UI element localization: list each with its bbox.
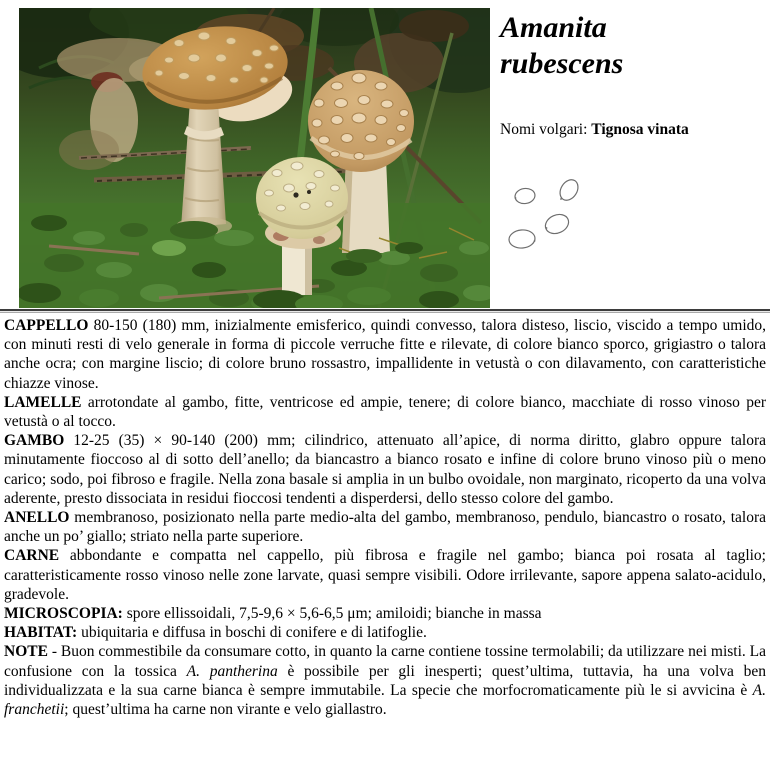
species-name-franchetii: A. franchetii [4, 681, 766, 719]
section-gambo [4, 431, 766, 508]
section-note-text-3: ; quest’ultima ha carne non virante e velo giallastro. [64, 701, 387, 719]
section-lamelle [4, 393, 766, 431]
section-note-label: NOTE [4, 643, 48, 661]
section-gambo-label: GAMBO [4, 432, 65, 450]
section-anello-text: membranoso, posizionato nella parte medio-alta del gambo, membranoso, pendulo, biancastro o rosato, talora anche un po’ giallo; striato nella parte superiore. [4, 509, 766, 546]
section-lamelle-text: arrotondate al gambo, fitte, ventricose ed ampie, tenere; di colore bianco, macchiate di rosso vinoso per vetustà o al tocco. [4, 393, 766, 431]
header [500, 8, 766, 308]
species-name-pantherina: A. pantherina [186, 662, 278, 680]
section-gambo-text: 12-25 (35) × 90-140 (200) mm; cilindrico, attenuato all’apice, di norma diritto, glabro oppure talora minutamente fioccoso al di sotto dell’anello; da biancastro a bianco rosato e infine di colore bruno vinoso più o meno carico; sodo, poi fibroso e fragile. Nella zona basale si amplia in un bulbo ovoidale, non marginato, ricoperto da una volva aderente, presto dissociata in residui fioccosi tendenti a disperdersi, dello stesso colore del gambo. [4, 432, 766, 507]
section-note-text-2: è possibile per gli inesperti; quest’ultima, tuttavia, ha una volva ben individualizzata e la sua carne bianca è sempre immutabile. La specie che morfocromaticamente più le si avvicina è [4, 662, 766, 699]
species-title: Amanita rubescens [500, 11, 624, 80]
section-microscopia-text: spore ellissoidali, 7,5-9,6 × 5,6-6,5 μm; amiloidi; bianche in massa [122, 605, 542, 623]
section-divider [0, 309, 770, 313]
section-habitat-text: ubiquitaria e diffusa in boschi di conifere e di latifoglie. [77, 624, 427, 642]
section-cappello-text: 80-150 (180) mm, inizialmente emisferico, quindi convesso, talora disteso, liscio, viscido a tempo umido, con minuti resti di velo generale in forma di piccole verruche fitte e rilevate, di colore bianco sporco, grigiastro o talora anche ocra; con margine liscio; di colore bruno rossastro, impallidente in vetustà o con dilavamento, con caratteristiche chiazze vinose. [4, 317, 766, 392]
common-names-value: Tignosa vinata [591, 121, 689, 138]
section-microscopia-label: MICROSCOPIA: [4, 605, 123, 623]
section-anello-label: ANELLO [4, 509, 70, 527]
section-lamelle-label: LAMELLE [4, 393, 82, 411]
section-carne-label: CARNE [4, 547, 60, 565]
description [4, 316, 766, 719]
spore-drawing [504, 168, 596, 258]
section-cappello [4, 316, 766, 393]
common-names-label: Nomi volgari: [500, 121, 592, 138]
section-carne-text: abbondante e compatta nel cappello, più fibrosa e fragile nel gambo; bianca poi rosata al taglio; caratteristicamente rosso vinoso nelle zone larvate, quasi sempre visibili. Odore irrilevante, sapore appena salato-acidulo, gradevole. [4, 547, 766, 603]
section-anello [4, 508, 766, 546]
section-microscopia [4, 604, 766, 623]
specimen-photo [19, 8, 490, 308]
common-names [500, 120, 689, 139]
section-cappello-label: CAPPELLO [4, 317, 89, 334]
section-carne [4, 546, 766, 604]
forest-scene-illustration [19, 8, 490, 308]
section-note-text-1: - Buon commestibile da consumare cotto, in quanto la carne contiene tossine termolabili; da utilizzare nei misti. La confusione con la tossica [4, 643, 766, 680]
section-habitat-label: HABITAT: [4, 624, 78, 642]
section-habitat [4, 623, 766, 642]
section-note [4, 642, 766, 719]
